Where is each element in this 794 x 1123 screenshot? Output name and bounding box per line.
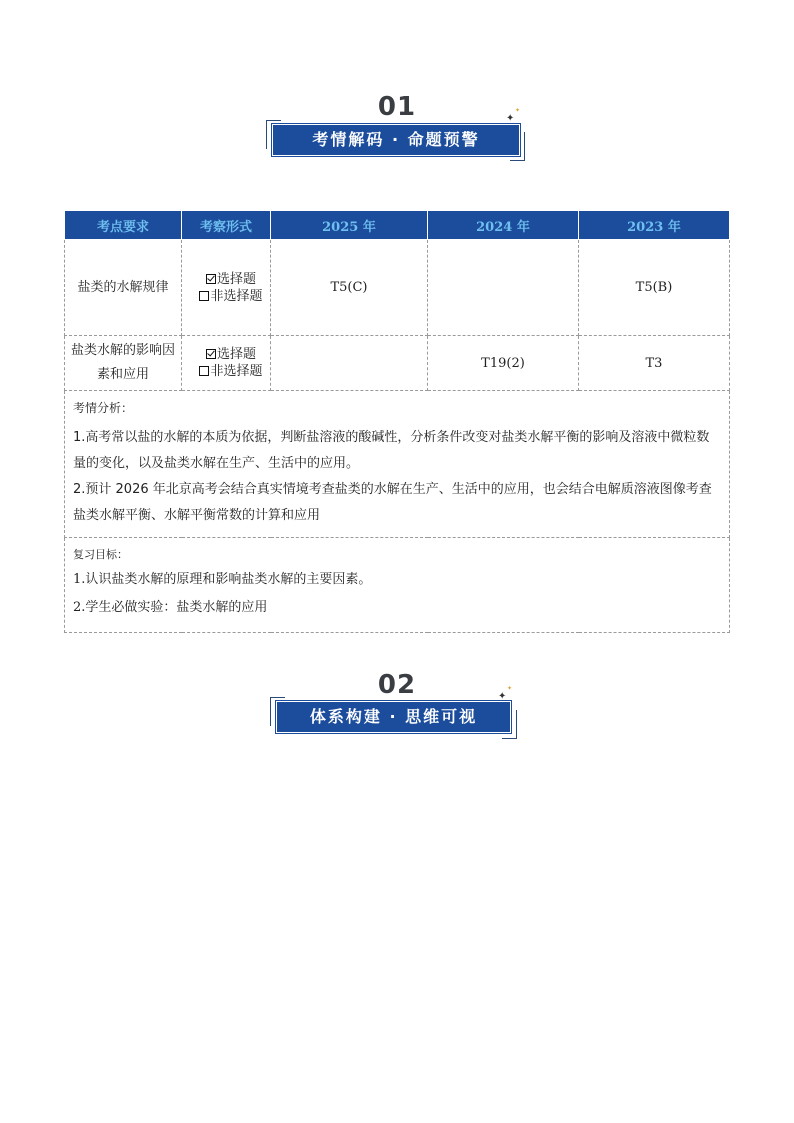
analysis-cell (65, 391, 730, 538)
requirement-cell: 盐类的水解规律 (65, 240, 182, 336)
analysis-row (65, 391, 730, 538)
section-banner-title: 考情解码 · 命题预警 (272, 124, 520, 156)
exam-analysis-table (64, 210, 730, 633)
sparkle-icon: ✦ (498, 691, 507, 702)
form-cell (182, 336, 271, 391)
form-option-label: 选择题 (216, 271, 256, 287)
cell-2024: T19(2) (428, 336, 579, 391)
section-header-1 (0, 92, 794, 172)
form-option (192, 271, 270, 288)
form-option-label: 非选择题 (210, 288, 263, 304)
cell-2023: T5(B) (579, 240, 730, 336)
sparkle-icon: ✦ (507, 685, 513, 692)
analysis-title: 考情分析： (73, 401, 134, 415)
table-header-row (65, 211, 730, 240)
section-number: 01 (377, 92, 417, 122)
header-2024: 2024 年 (428, 211, 579, 240)
analysis-paragraph-1: 1.高考常以盐的水解的本质为依据，判断盐溶液的酸碱性，分析条件改变对盐类水解平衡的影响及溶液中微粒数量的变化，以及盐类水解在生产、生活中的应用。 (73, 430, 710, 471)
checked-box-icon (206, 349, 216, 359)
header-form: 考察形式 (182, 211, 271, 240)
sparkle-icon: ✦ (506, 113, 515, 124)
header-2023: 2023 年 (579, 211, 730, 240)
requirement-cell: 盐类水解的影响因素和应用 (65, 336, 182, 391)
empty-box-icon (199, 366, 209, 376)
cell-2023: T3 (579, 336, 730, 391)
form-option (192, 288, 270, 305)
section-number: 02 (377, 670, 417, 700)
bracket-right-decoration (510, 132, 525, 161)
form-option-label: 非选择题 (210, 364, 263, 379)
form-option (192, 363, 270, 380)
form-option-label: 选择题 (216, 347, 256, 362)
bracket-right-decoration (502, 710, 517, 739)
sparkle-icon: ✦ (515, 107, 521, 114)
analysis-paragraph-2: 2.预计 2026 年北京高考会结合真实情境考查盐类的水解在生产、生活中的应用，也会结合电解质溶液图像考查盐类水解平衡、水解平衡常数的计算和应用 (73, 482, 712, 523)
table-row (65, 336, 730, 391)
checked-box-icon (206, 274, 216, 284)
review-goal-2: 2.学生必做实验：盐类水解的应用 (73, 600, 268, 615)
form-option (192, 346, 270, 363)
review-cell (65, 538, 730, 633)
review-goal-1: 1.认识盐类水解的原理和影响盐类水解的主要因素。 (73, 572, 372, 587)
header-requirement: 考点要求 (65, 211, 182, 240)
section-header-2 (0, 670, 794, 750)
table-row (65, 240, 730, 336)
empty-box-icon (199, 291, 209, 301)
review-title: 复习目标： (73, 548, 128, 561)
form-cell (182, 240, 271, 336)
section-banner-title: 体系构建 · 思维可视 (276, 701, 511, 733)
header-2025: 2025 年 (271, 211, 428, 240)
cell-2024 (428, 240, 579, 336)
review-row (65, 538, 730, 633)
cell-2025 (271, 336, 428, 391)
cell-2025: T5(C) (271, 240, 428, 336)
